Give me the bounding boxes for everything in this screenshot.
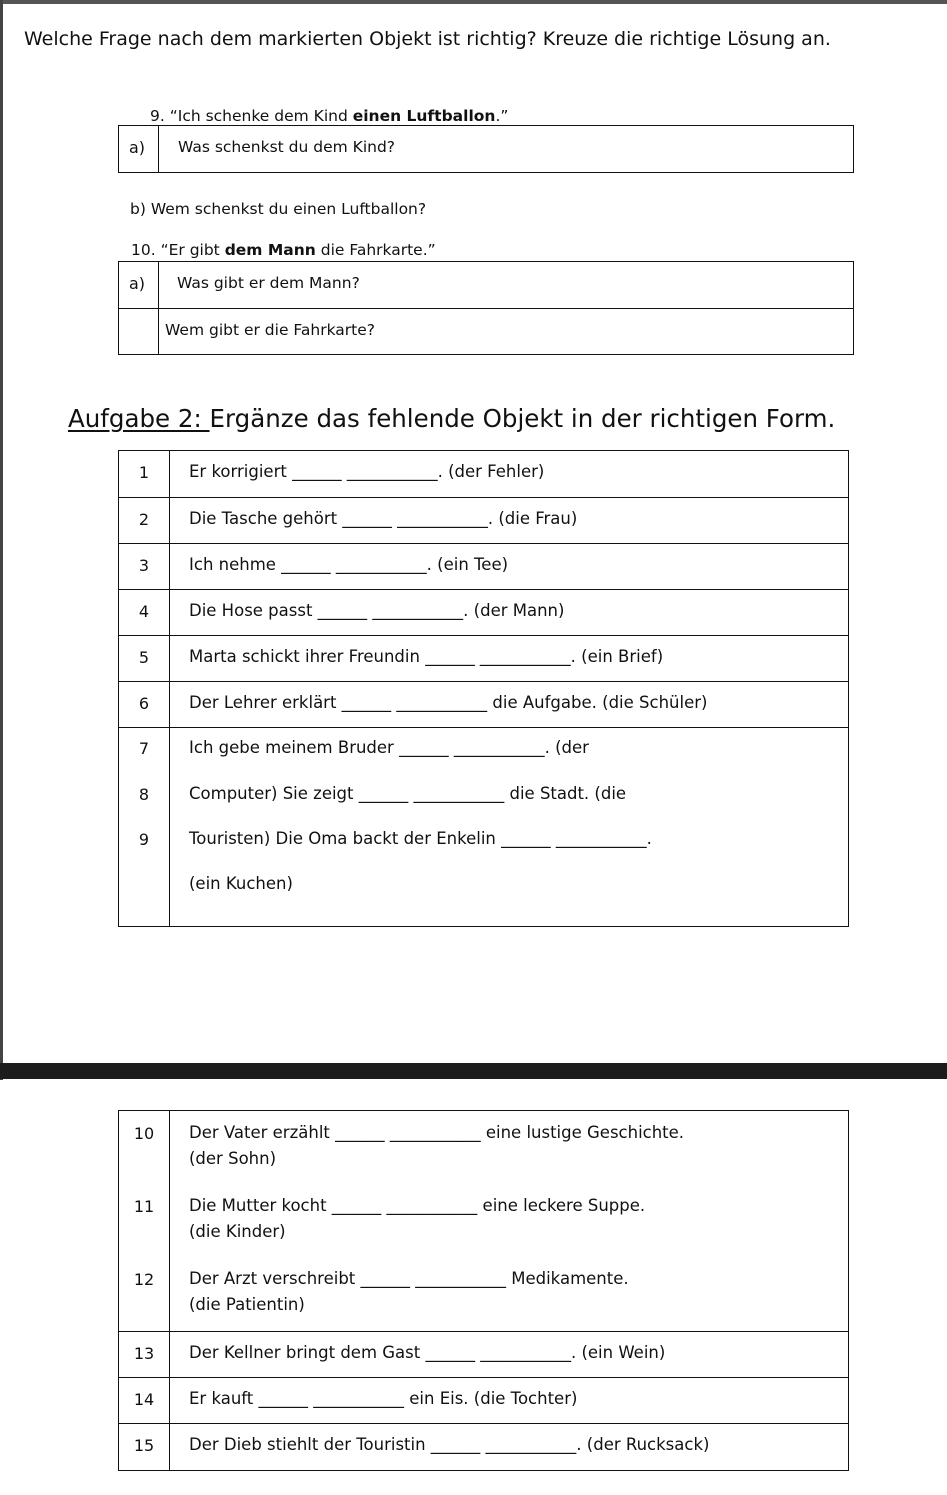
- exercise-number: 14: [133, 1390, 155, 1409]
- exercise-sentence: Die Tasche gehört ______ ___________. (die Frau): [189, 509, 578, 528]
- exercise-sentence: Die Hose passt ______ ___________. (der Mann): [189, 601, 565, 620]
- left-border: [0, 0, 3, 1080]
- exercise-row-15: [119, 1423, 848, 1469]
- exercise-table-part-2: [118, 1110, 849, 1471]
- column-divider: [158, 126, 159, 172]
- exercise-number: 6: [138, 694, 150, 713]
- aufgabe-2-text: Ergänze das fehlende Objekt in der richtigen Form.: [209, 404, 836, 433]
- exercise-sentence: Ich nehme ______ ___________. (ein Tee): [189, 555, 509, 574]
- exercise-number: 3: [138, 556, 150, 575]
- column-divider: [158, 309, 159, 354]
- exercise-number: 5: [138, 648, 150, 667]
- question-10-title: [131, 241, 436, 259]
- question-10-marked-object: dem Mann: [224, 241, 316, 259]
- exercise-number: 4: [138, 602, 150, 621]
- exercise-sentence: Die Mutter kocht ______ ___________ eine leckere Suppe.: [189, 1196, 646, 1215]
- exercise-row-2: [119, 497, 848, 543]
- exercise-rows-7-9: [119, 727, 848, 923]
- exercise-row-14: [119, 1377, 848, 1423]
- option-a-label: a): [129, 274, 146, 293]
- question-10-option-b[interactable]: [119, 308, 853, 354]
- exercise-table-part-1: [118, 450, 849, 927]
- exercise-sentence: Ich gebe meinem Bruder ______ ___________. (der: [189, 738, 589, 757]
- question-9-title: [150, 107, 508, 125]
- instruction-text: Welche Frage nach dem markierten Objekt ist richtig? Kreuze die richtige Lösung an.: [24, 28, 831, 50]
- exercise-number: 12: [133, 1270, 155, 1289]
- question-10-suffix: die Fahrkarte.”: [315, 241, 436, 259]
- question-9-marked-object: einen Luftballon: [352, 107, 496, 125]
- exercise-hint: (die Kinder): [189, 1222, 286, 1241]
- exercise-sentence: Er korrigiert ______ ___________. (der Fehler): [189, 462, 545, 481]
- aufgabe-2-heading: [68, 404, 835, 433]
- exercise-sentence: Computer) Sie zeigt ______ ___________ die Stadt. (die: [189, 784, 627, 803]
- question-9-option-a[interactable]: [119, 126, 853, 172]
- page-divider: [0, 1063, 947, 1079]
- question-9-prefix: 9. “Ich schenke dem Kind: [150, 107, 353, 125]
- option-b-text: Wem gibt er die Fahrkarte?: [165, 321, 376, 339]
- exercise-rows-10-12: [119, 1111, 848, 1331]
- exercise-number: 8: [138, 785, 150, 804]
- exercise-sentence: Der Dieb stiehlt der Touristin ______ ___________. (der Rucksack): [189, 1435, 710, 1454]
- exercise-number: 1: [138, 463, 150, 482]
- exercise-row-1: [119, 451, 848, 497]
- exercise-row-5: [119, 635, 848, 681]
- exercise-row-4: [119, 589, 848, 635]
- exercise-sentence: Touristen) Die Oma backt der Enkelin ______ ___________.: [189, 829, 652, 848]
- exercise-row-13: [119, 1331, 848, 1377]
- exercise-sentence: Der Vater erzählt ______ ___________ eine lustige Geschichte.: [189, 1123, 685, 1142]
- exercise-number: 9: [138, 830, 150, 849]
- exercise-hint: (die Patientin): [189, 1295, 305, 1314]
- exercise-sentence: Der Kellner bringt dem Gast ______ ___________. (ein Wein): [189, 1343, 666, 1362]
- exercise-row-6: [119, 681, 848, 727]
- exercise-sentence: Der Arzt verschreibt ______ ___________ Medikamente.: [189, 1269, 629, 1288]
- question-9-option-b[interactable]: b) Wem schenkst du einen Luftballon?: [130, 200, 427, 218]
- exercise-number: 2: [138, 510, 150, 529]
- exercise-number: 15: [133, 1436, 155, 1455]
- option-a-text: Was gibt er dem Mann?: [177, 274, 360, 292]
- exercise-number: 13: [133, 1344, 155, 1363]
- exercise-row-3: [119, 543, 848, 589]
- aufgabe-2-label: Aufgabe 2:: [68, 404, 210, 433]
- question-9-suffix: .”: [495, 107, 509, 125]
- exercise-number: 11: [133, 1197, 155, 1216]
- exercise-hint: (der Sohn): [189, 1149, 277, 1168]
- option-a-label: a): [129, 138, 146, 157]
- column-divider: [158, 262, 159, 308]
- exercise-sentence: Der Lehrer erklärt ______ ___________ die Aufgabe. (die Schüler): [189, 693, 708, 712]
- exercise-number: 10: [133, 1124, 155, 1143]
- question-10-prefix: 10. “Er gibt: [131, 241, 225, 259]
- exercise-sentence: Marta schickt ihrer Freundin ______ ___________. (ein Brief): [189, 647, 664, 666]
- exercise-sentence: Er kauft ______ ___________ ein Eis. (die Tochter): [189, 1389, 578, 1408]
- question-10-option-a[interactable]: [119, 262, 853, 308]
- exercise-sentence-continuation: (ein Kuchen): [189, 874, 293, 893]
- question-10-options-table: [118, 261, 854, 355]
- option-a-text: Was schenkst du dem Kind?: [178, 138, 396, 156]
- question-9-options-table: [118, 125, 854, 173]
- top-border: [0, 0, 947, 4]
- exercise-number: 7: [138, 739, 150, 758]
